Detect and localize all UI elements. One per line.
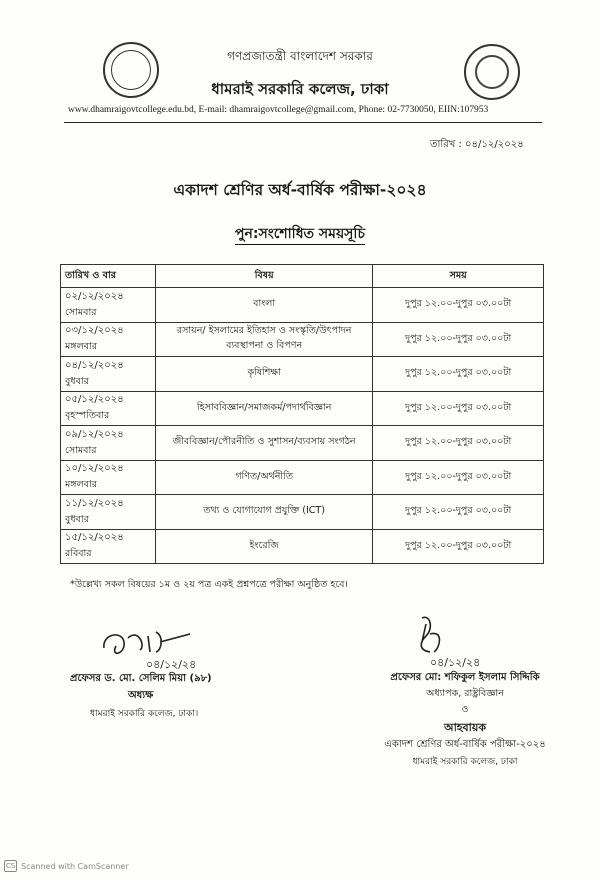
table-row — [61, 322, 544, 357]
subject-cell: গণিত/অর্থনীতি — [155, 460, 373, 495]
time-cell: দুপুর ১২.০০-দুপুর ০৩.০০টা — [373, 391, 544, 426]
camscanner-logo-icon: CS — [5, 862, 16, 870]
convener-exam: একাদশ শ্রেণির অর্ধ-বার্ষিক পরীক্ষা-২০২৪ — [384, 739, 546, 750]
subject-cell: বাংলা — [155, 288, 373, 323]
date-cell: ১১/১২/২০২৪ বুধবার — [61, 495, 156, 530]
time-cell: দুপুর ১২.০০-দুপুর ০৩.০০টা — [373, 529, 544, 564]
principal-signature-date: ০৪/১২/২৪ — [146, 658, 197, 671]
time-cell: দুপুর ১২.০০-দুপুর ০৩.০০টা — [373, 288, 544, 323]
table-row — [61, 529, 544, 564]
convener-role: আহবায়ক — [443, 721, 487, 734]
date-cell: ১৫/১২/২০২৪ রবিবার — [61, 529, 156, 564]
principal-signature — [98, 624, 208, 672]
convener-institution: ধামরাই সরকারি কলেজ, ঢাকা — [412, 757, 518, 767]
table-row — [61, 357, 544, 392]
header-subject: বিষয় — [155, 265, 373, 288]
time-cell: দুপুর ১২.০০-দুপুর ০৩.০০টা — [373, 322, 544, 357]
scanner-label: Scanned with CamScanner — [21, 861, 129, 871]
date-cell: ০৪/১২/২০২৪ বুধবার — [61, 357, 156, 392]
convener-name: প্রফেসর মো: শফিকুল ইসলাম সিদ্দিকি — [390, 672, 540, 683]
footnote: *উল্লেখ্য সকল বিষয়ের ১ম ও ২য় পত্র একই প্রশ্নপত্রে পরীক্ষা অনুষ্ঠিত হবে। — [70, 579, 348, 590]
college-name: ধামরাই সরকারি কলেজ, ঢাকা — [211, 80, 389, 98]
date-cell: ০৯/১২/২০২৪ সোমবার — [61, 426, 156, 461]
contact-line: www.dhamraigovtcollege.edu.bd, E-mail: dhamraigovtcollege@gmail.com, Phone: 02-7730050, EIIN:107953 — [68, 105, 489, 115]
table-row — [61, 460, 544, 495]
subject-cell: কৃষিশিক্ষা — [155, 357, 373, 392]
table-row — [61, 495, 544, 530]
time-cell: দুপুর ১২.০০-দুপুর ০৩.০০টা — [373, 357, 544, 392]
subject-cell: ইংরেজি — [155, 529, 373, 564]
time-cell: দুপুর ১২.০০-দুপুর ০৩.০০টা — [373, 460, 544, 495]
subject-cell: হিসাববিজ্ঞান/সমাজকর্ম/পদার্থবিজ্ঞান — [155, 391, 373, 426]
principal-name: প্রফেসর ড. মো. সেলিম মিয়া (৯৮) — [70, 673, 212, 684]
date-cell: ০৫/১২/২০২৪ বৃহস্পতিবার — [61, 391, 156, 426]
date-cell: ০৩/১২/২০২৪ মঙ্গলবার — [61, 322, 156, 357]
subject-cell: তথ্য ও যোগাযোগ প্রযুক্তি (ICT) — [155, 495, 373, 530]
time-cell: দুপুর ১২.০০-দুপুর ০৩.০০টা — [373, 495, 544, 530]
header-divider — [64, 122, 542, 123]
principal-designation: অধ্যক্ষ — [128, 690, 154, 701]
table-header-row — [61, 265, 544, 288]
scanner-watermark — [4, 860, 129, 872]
header-date-day: তারিখ ও বার — [61, 265, 156, 288]
convener-designation: অধ্যাপক, রাষ্ট্রবিজ্ঞান — [426, 688, 504, 699]
table-row — [61, 426, 544, 461]
government-heading: গণপ্রজাতন্ত্রী বাংলাদেশ সরকার — [227, 49, 373, 63]
conjunction-and: ও — [461, 704, 469, 715]
header-time: সময় — [373, 265, 544, 288]
convener-signature — [400, 612, 490, 672]
exam-schedule-table — [60, 264, 544, 564]
subject-cell: জীববিজ্ঞান/পৌরনীতি ও সুশাসন/ব্যবসায় সংগঠন — [155, 426, 373, 461]
file-path-footer — [78, 820, 80, 826]
time-cell: দুপুর ১২.০০-দুপুর ০৩.০০টা — [373, 426, 544, 461]
principal-institution: ধামরাই সরকারি কলেজ, ঢাকা। — [90, 709, 199, 719]
table-row — [61, 391, 544, 426]
subject-cell: রসায়ন/ ইসলামের ইতিহাস ও সংস্কৃতি/উৎপাদন ব্যবস্থাপনা ও বিপণন — [155, 322, 373, 357]
page-subtitle: পুন:সংশোধিত সময়সূচি — [0, 222, 600, 246]
page-title: একাদশ শ্রেণির অর্ধ-বার্ষিক পরীক্ষা-২০২৪ — [173, 181, 427, 199]
convener-signature-date: ০৪/১২/২৪ — [430, 656, 481, 669]
date-cell: ০২/১২/২০২৪ সোমবার — [61, 288, 156, 323]
issue-date: তারিখ : ০৪/১২/২০২৪ — [430, 139, 524, 150]
date-cell: ১০/১২/২০২৪ মঙ্গলবার — [61, 460, 156, 495]
table-row — [61, 288, 544, 323]
